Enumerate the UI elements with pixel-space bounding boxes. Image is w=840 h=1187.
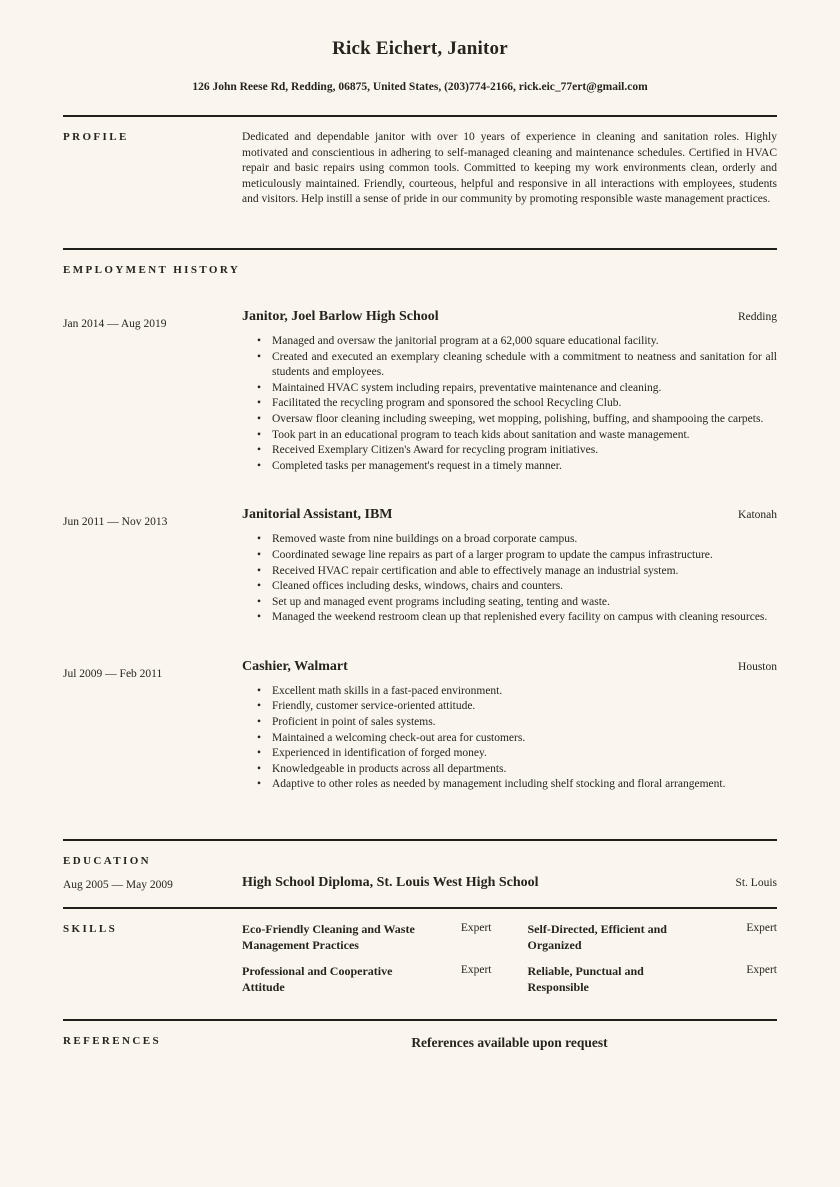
job-dates: Jul 2009 — Feb 2011 [63,667,163,680]
job-content [242,296,777,474]
job-bullet: • Received HVAC repair certification and able to effectively manage an industrial system. [242,564,777,580]
job-header [242,659,777,675]
job-location: Houston [738,660,777,673]
employment-heading: EMPLOYMENT HISTORY [63,263,241,276]
education-header [242,875,777,891]
skills-section [63,909,777,1011]
job-title: Cashier, Walmart [242,658,348,674]
skills-heading: SKILLS [63,923,118,936]
skill-level: Expert [460,964,492,977]
profile-text: Dedicated and dependable janitor with over 10 years of experience in cleaning and sanitation roles. Highly motivated and conscientious in adhering to self-managed cleaning and maintenance schedules. Certified in HVAC repair and basic repairs using common tools. Committed to keeping my work environments clean, orderly and meticulously maintained. Friendly, courteous, helpful and responsive in all interactions with employees, students and visitors. Help instill a sense of pride in our community by promoting responsible waste management practices. [242,131,777,206]
profile-heading: PROFILE [63,131,129,143]
job-location: Katonah [738,509,777,522]
skill-item [242,921,492,953]
job-entry [63,296,777,474]
job-bullet: • Maintained HVAC system including repairs, preventative maintenance and cleaning. [242,381,777,397]
candidate-name: Rick Eichert, Janitor [332,38,508,59]
references-text: References available upon request [411,1035,608,1051]
skill-item [242,963,492,995]
job-content [242,494,777,626]
job-bullet: • Maintained a welcoming check-out area for customers. [242,731,777,747]
education-content [242,875,777,891]
job-bullet: • Excellent math skills in a fast-paced environment. [242,684,777,700]
skill-item [528,963,778,995]
job-location: Redding [738,310,777,323]
job-bullet: • Experienced in identification of forged money. [242,746,777,762]
employment-heading-row [63,250,777,276]
job-bullet: • Coordinated sewage line repairs as part of a larger program to update the campus infrastructure. [242,548,777,564]
education-entry [63,875,777,891]
job-bullet: • Cleaned offices including desks, windows, chairs and counters. [242,579,777,595]
education-section [63,841,777,891]
job-bullet: • Oversaw floor cleaning including sweeping, wet mopping, polishing, buffing, and shampooing the carpets. [242,412,777,428]
job-bullet: • Managed the weekend restroom clean up that replenished every facility on campus with cleaning resources. [242,610,777,626]
skill-level: Expert [746,922,777,935]
education-heading-row [63,841,777,867]
job-entry [63,494,777,626]
skill-name: Self-Directed, Efficient and Organized [527,922,667,953]
skill-item [528,921,778,953]
references-heading: REFERENCES [63,1035,161,1048]
skill-level: Expert [746,964,777,977]
job-bullet: • Set up and managed event programs including seating, tenting and waste. [242,595,777,611]
job-entry [63,646,777,817]
job-header [242,309,777,325]
job-dates: Jun 2011 — Nov 2013 [63,516,168,529]
job-bullet: • Took part in an educational program to teach kids about sanitation and waste management. [242,428,777,444]
job-bullet-list [242,684,777,793]
job-bullet: • Facilitated the recycling program and sponsored the school Recycling Club. [242,396,777,412]
job-content [242,646,777,817]
skill-name: Eco-Friendly Cleaning and Waste Management Practices [242,922,415,953]
job-bullet: • Received Exemplary Citizen's Award for recycling program initiatives. [242,443,777,459]
job-bullet-list [242,334,777,474]
skill-level: Expert [460,922,492,935]
profile-section [63,117,777,226]
job-header [242,507,777,523]
job-bullet: • Created and executed an exemplary cleaning schedule with a commitment to neatness and sanitation for all students and employees. [242,350,777,381]
education-location: St. Louis [735,877,777,890]
job-bullet: • Adaptive to other roles as needed by management including shelf stocking and floral arrangement. [242,777,777,793]
job-bullet: • Managed and oversaw the janitorial program at a 62,000 square educational facility. [242,334,777,350]
job-title: Janitor, Joel Barlow High School [242,308,439,324]
education-dates: Aug 2005 — May 2009 [63,879,173,892]
job-title: Janitorial Assistant, IBM [242,507,393,523]
job-bullet: • Friendly, customer service-oriented attitude. [242,699,777,715]
job-dates: Jan 2014 — Aug 2019 [63,317,167,330]
job-bullet: • Completed tasks per management's request in a timely manner. [242,459,777,475]
education-heading: EDUCATION [63,855,152,868]
skill-name: Professional and Cooperative Attitude [242,964,393,995]
resume-header [63,38,777,93]
job-bullet: • Knowledgeable in products across all departments. [242,762,777,778]
education-title: High School Diploma, St. Louis West High School [242,875,539,891]
skills-grid [242,909,777,1011]
job-bullet-list [242,532,777,626]
employment-section [63,250,777,817]
job-bullet: • Proficient in point of sales systems. [242,715,777,731]
job-bullet: • Removed waste from nine buildings on a broad corporate campus. [242,532,777,548]
contact-info: 126 John Reese Rd, Redding, 06875, United States, (203)774-2166, rick.eic_77ert@gmail.com [192,81,648,93]
references-section [63,1021,777,1061]
skill-name: Reliable, Punctual and Responsible [527,964,644,995]
profile-content [242,117,777,226]
